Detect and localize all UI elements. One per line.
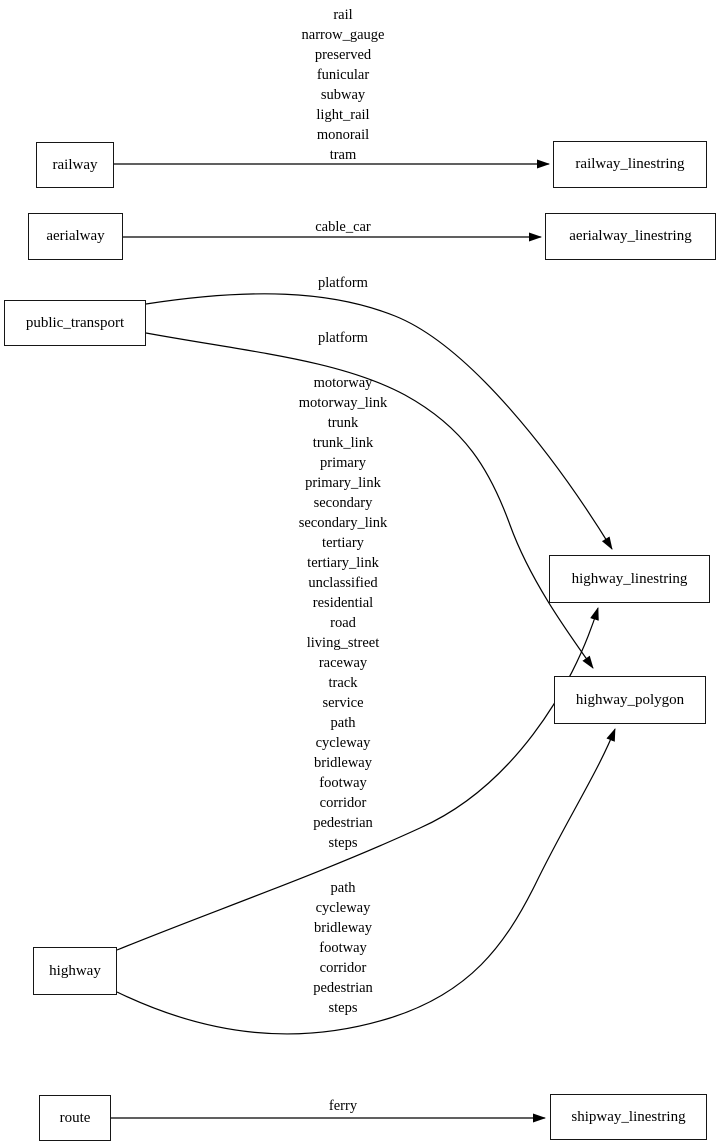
edge-label-line: primary <box>320 455 366 471</box>
edge-label-highway-linestring-values <box>299 373 388 853</box>
edge-label-line: track <box>328 675 358 691</box>
edge-label-line: secondary <box>313 495 373 511</box>
edge-label-line: funicular <box>316 67 370 83</box>
edge-label-railway-values <box>302 5 385 165</box>
edge-label-highway-polygon-values <box>313 878 373 1018</box>
edge-label-line: primary_link <box>305 475 381 491</box>
edge-label-line: rail <box>333 7 353 23</box>
node-route-label: route <box>59 1109 91 1126</box>
edge-label-line: corridor <box>319 795 367 811</box>
edge-label-line: light_rail <box>316 107 370 123</box>
node-aerialway-label: aerialway <box>46 228 105 244</box>
edge-label-line: footway <box>319 775 367 791</box>
edge-label-line: footway <box>319 940 367 956</box>
node-highway <box>33 947 117 995</box>
edge-label-line: bridleway <box>314 920 372 936</box>
edge-label-line: unclassified <box>308 575 378 591</box>
edge-label-line: road <box>330 615 356 631</box>
node-highway-linestring-label: highway_linestring <box>571 570 688 587</box>
node-railway-label: railway <box>52 156 98 173</box>
node-aerialway-linestring-label: aerialway_linestring <box>569 228 692 244</box>
edge-label-line: tertiary <box>322 535 364 551</box>
edge-label-line: cycleway <box>315 900 371 916</box>
node-railway-linestring-label: railway_linestring <box>575 156 685 172</box>
edge-label-aerialway-values <box>315 217 371 237</box>
edge-label-platform-polygon <box>318 328 368 348</box>
edge-label-line: subway <box>320 87 366 103</box>
node-public-transport-label: public_transport <box>25 314 125 331</box>
edge-label-line: platform <box>318 330 368 346</box>
edge-label-line: tertiary_link <box>307 555 379 571</box>
edge-label-line: trunk_link <box>312 435 374 451</box>
edge-label-line: living_street <box>306 635 380 651</box>
node-shipway-linestring <box>550 1094 707 1140</box>
edge-label-line: narrow_gauge <box>301 27 385 43</box>
edge-label-line: path <box>330 880 356 896</box>
node-highway-polygon-label: highway_polygon <box>575 691 685 708</box>
edge-label-line: platform <box>318 275 368 291</box>
node-aerialway <box>28 213 123 260</box>
edge-label-line: cycleway <box>315 735 371 751</box>
edge-label-line: service <box>322 695 364 711</box>
edge-label-line: secondary_link <box>298 515 388 531</box>
node-public-transport <box>4 300 146 346</box>
node-highway-polygon <box>554 676 706 724</box>
edge-label-line: steps <box>328 835 358 851</box>
node-shipway-linestring-label: shipway_linestring <box>571 1108 686 1125</box>
node-highway-label: highway <box>49 962 101 979</box>
node-aerialway-linestring <box>545 213 716 260</box>
node-railway-linestring <box>553 141 707 188</box>
edge-label-line: cable_car <box>315 219 371 235</box>
edge-label-line: monorail <box>316 127 370 143</box>
edge-label-route-values <box>329 1096 357 1116</box>
edge-label-line: pedestrian <box>313 980 373 996</box>
edge-label-line: residential <box>312 595 374 611</box>
edge-label-line: pedestrian <box>313 815 373 831</box>
edge-label-line: path <box>330 715 356 731</box>
node-route <box>39 1095 111 1141</box>
edge-label-line: corridor <box>319 960 367 976</box>
edge-label-line: steps <box>328 1000 358 1016</box>
edge-label-line: trunk <box>327 415 359 431</box>
edge-label-line: raceway <box>318 655 368 671</box>
edge-label-line: ferry <box>328 1098 358 1114</box>
node-highway-linestring <box>549 555 710 603</box>
edge-label-platform-linestring <box>318 273 368 293</box>
node-railway <box>36 142 114 188</box>
edge-label-line: bridleway <box>314 755 372 771</box>
edge-label-line: tram <box>329 147 357 163</box>
edge-label-line: motorway_link <box>298 395 388 411</box>
edge-label-line: preserved <box>314 47 372 63</box>
edge-label-line: motorway <box>313 375 373 391</box>
